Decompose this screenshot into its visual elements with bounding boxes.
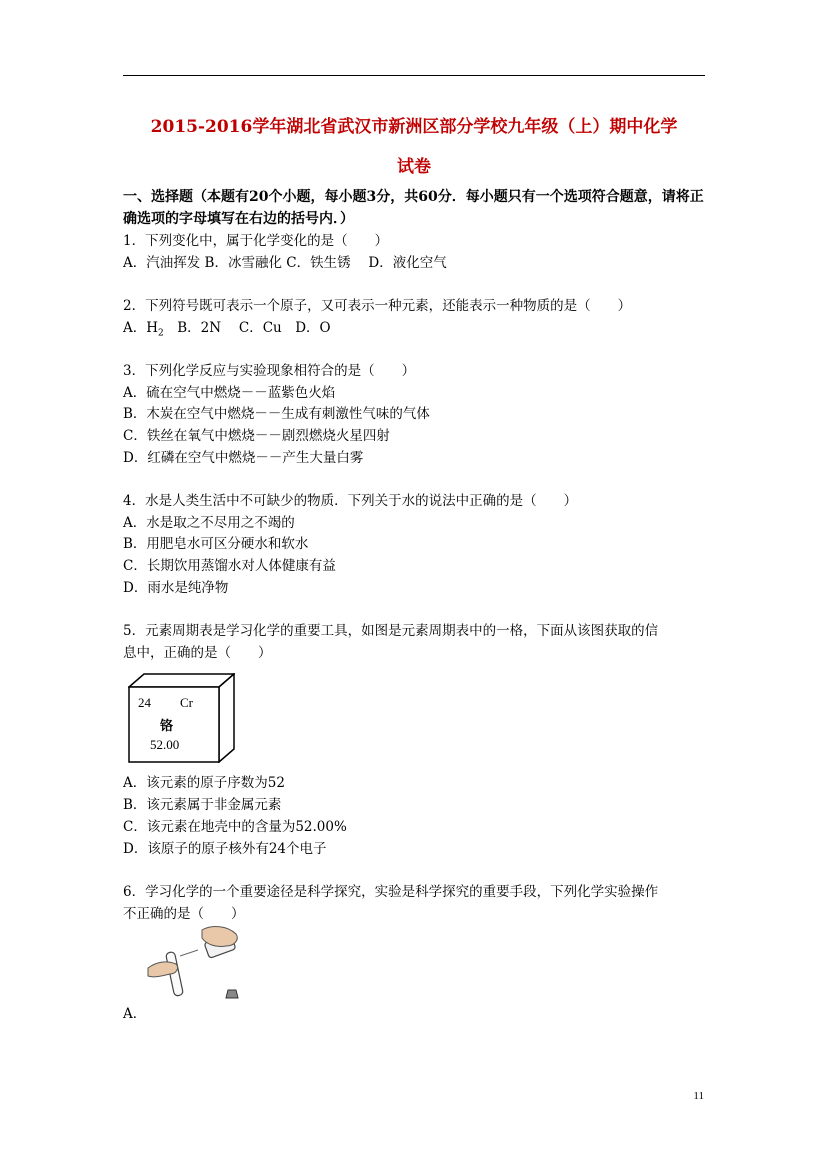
q5-stem-line1: 5．元素周期表是学习化学的重要工具，如图是元素周期表中的一格，下面从该图获取的信: [123, 623, 659, 639]
element-name: 铬: [160, 719, 174, 734]
q2-option-a-subscript: 2: [158, 328, 164, 339]
q1-stem: 1．下列变化中，属于化学变化的是（ ）: [123, 233, 389, 249]
element-atomic-mass: 52.00: [150, 737, 180, 752]
q2-options: [123, 318, 331, 344]
element-symbol: Cr: [180, 695, 193, 710]
q5-option-b: B．该元素属于非金属元素: [123, 797, 282, 813]
q6-stem-line2: 不正确的是（ ）: [123, 906, 245, 922]
q5-option-d: D．该原子的原子核外有24个电子: [123, 841, 327, 857]
exam-title-line1: 2015-2016学年湖北省武汉市新洲区部分学校九年级（上）期中化学: [150, 117, 678, 137]
q4-stem: 4．水是人类生活中不可缺少的物质．下列关于水的说法中正确的是（ ）: [123, 493, 578, 509]
periodic-cell-box-icon: [128, 673, 235, 763]
hand-pouring-test-tube-icon: [146, 924, 244, 1004]
header-rule: [123, 75, 705, 76]
q3-option-d: D．红磷在空气中燃烧－－产生大量白雾: [123, 450, 364, 466]
q4-option-c: C．长期饮用蒸馏水对人体健康有益: [123, 558, 336, 574]
q5-option-a: A．该元素的原子序数为52: [123, 775, 285, 791]
pouring-liquid-image: [146, 924, 244, 1004]
exam-title-line2: 试卷: [397, 157, 431, 177]
q3-option-c: C．铁丝在氧气中燃烧－－剧烈燃烧火星四射: [123, 428, 390, 444]
periodic-table-cell: [128, 673, 235, 763]
q5-option-c: C．该元素在地壳中的含量为52.00%: [123, 819, 347, 835]
q6-stem-line1: 6．学习化学的一个重要途径是科学探究，实验是科学探究的重要手段，下列化学实验操作: [123, 884, 659, 900]
q3-stem: 3．下列化学反应与实验现象相符合的是（ ）: [123, 363, 416, 379]
q1-options: A．汽油挥发 B．冰雪融化 C．铁生锈 D．液化空气: [123, 255, 447, 271]
q4-option-b: B．用肥皂水可区分硬水和软水: [123, 536, 309, 552]
q2-stem: 2．下列符号既可表示一个原子，又可表示一种元素，还能表示一种物质的是（ ）: [123, 298, 632, 314]
q2-option-a: A．H: [123, 320, 159, 336]
q6-option-a: A．: [123, 1006, 147, 1022]
element-atomic-number: 24: [138, 695, 151, 710]
q5-stem-line2: 息中，正确的是（ ）: [123, 645, 272, 661]
q3-option-b: B．木炭在空气中燃烧－－生成有刺激性气味的气体: [123, 406, 430, 422]
section-heading: 一、选择题（本题有20个小题，每小题3分，共60分．每小题只有一个选项符合题意，请将正确选项的字母填写在右边的括号内．）: [123, 189, 704, 227]
q4-option-d: D．雨水是纯净物: [123, 580, 229, 596]
page-number: 11: [693, 1090, 704, 1102]
q4-option-a: A．水是取之不尽用之不竭的: [123, 515, 295, 531]
q2-options-rest: B．2N C．Cu D．O: [163, 320, 331, 336]
q3-option-a: A．硫在空气中燃烧－－蓝紫色火焰: [123, 385, 336, 401]
